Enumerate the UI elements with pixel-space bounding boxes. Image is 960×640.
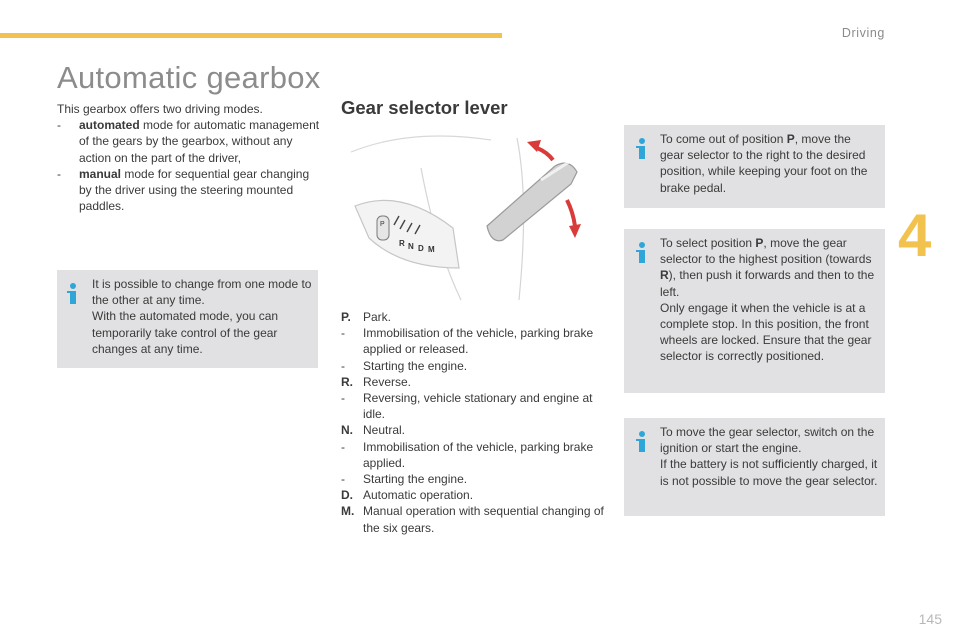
gear-position-text: Immobilisation of the vehicle, parking brake applied. [363,439,594,470]
chapter-number: 4 [898,202,932,269]
mode-item-automated: - automated mode for automatic management of the gears by the gearbox, without any action on the part of the driver, [57,118,320,165]
info-paragraph: To move the gear selector, switch on the ignition or start the engine. [660,425,875,456]
gear-position-key: - [341,326,345,341]
gear-position-text: Neutral. [363,423,406,438]
info-box-move-selector [624,418,885,516]
info-paragraph: To select position P, move the gear selector to the highest position (towards R), then push it forwards and then to the left. [660,236,875,299]
gear-position-row [341,309,606,325]
info-icon [636,138,648,160]
gear-position-key: - [341,358,345,373]
section-name: Driving [841,26,885,40]
gate-letter-n: N [408,242,414,251]
gear-position-row [341,325,606,357]
gear-position-key: N. [341,423,353,438]
gear-position-text: Immobilisation of the vehicle, parking brake applied or released. [363,326,594,357]
gear-position-row [341,422,606,438]
mode-item-manual: - manual mode for sequential gear changing by the driver using the steering mounted paddles. [57,166,310,214]
gear-position-row [341,439,606,471]
gate-letter-d: D [418,244,424,253]
gear-position-key: M. [341,504,355,519]
info-paragraph: To come out of position P, move the gear selector to the right to the desired position, while keeping your foot on the brake pedal. [660,132,868,195]
gear-position-text: Starting the engine. [363,358,468,373]
gear-position-row [341,374,606,390]
gear-position-row [341,503,606,535]
mode-term: manual [79,166,122,181]
gear-position-row [341,358,606,374]
info-box-select-park [624,229,885,393]
gear-selector-illustration [341,128,606,301]
info-icon [636,242,648,264]
gate-letter-r: R [399,239,405,248]
mode-desc: mode for sequential gear changing by the driver using the steering mounted paddles. [79,166,310,214]
park-position-label: P [380,221,385,228]
page-number: 145 [918,611,942,627]
gear-position-key: R. [341,374,353,389]
gear-position-text: Starting the engine. [363,472,468,487]
page-title: Automatic gearbox [57,60,321,95]
gear-position-text: Automatic operation. [363,488,474,503]
gear-position-key: - [341,472,345,487]
info-line: With the automated mode, you can temporarily take control of the gear changes at any time. [92,309,279,356]
gear-position-text: Manual operation with sequential changing of the six gears. [363,504,604,535]
info-paragraph: If the battery is not sufficiently charged, it is not possible to move the gear selector. [660,457,878,488]
gate-letter-m: M [428,245,435,254]
gear-positions-list [341,309,606,536]
mode-term: automated [79,118,140,133]
info-box-exit-park [624,125,885,208]
info-paragraph: Only engage it when the vehicle is at a complete stop. In this position, the front wheels are locked. Ensure that the gear selector is correctly positioned. [660,300,872,364]
header-accent-bar [0,33,502,38]
info-icon [636,431,648,453]
gear-position-key: - [341,439,345,454]
gear-position-row [341,471,606,487]
gear-position-text: Park. [363,310,392,324]
info-line: It is possible to change from one mode to the other at any time. [92,277,312,308]
gear-position-key: D. [341,488,353,503]
gear-position-row [341,390,606,422]
section-title: Gear selector lever [341,97,508,118]
gear-position-text: Reversing, vehicle stationary and engine at idle. [363,391,593,422]
gear-position-row [341,487,606,503]
info-icon [67,283,79,305]
mode-desc: mode for automatic management of the gears by the gearbox, without any action on the part of the driver, [79,118,320,165]
info-box-modes [57,270,318,368]
gear-position-key: - [341,391,345,406]
gear-position-text: Reverse. [363,374,412,389]
intro-lead: This gearbox offers two driving modes. [57,102,263,116]
gear-position-key: P. [341,310,351,324]
intro-text [57,101,322,214]
